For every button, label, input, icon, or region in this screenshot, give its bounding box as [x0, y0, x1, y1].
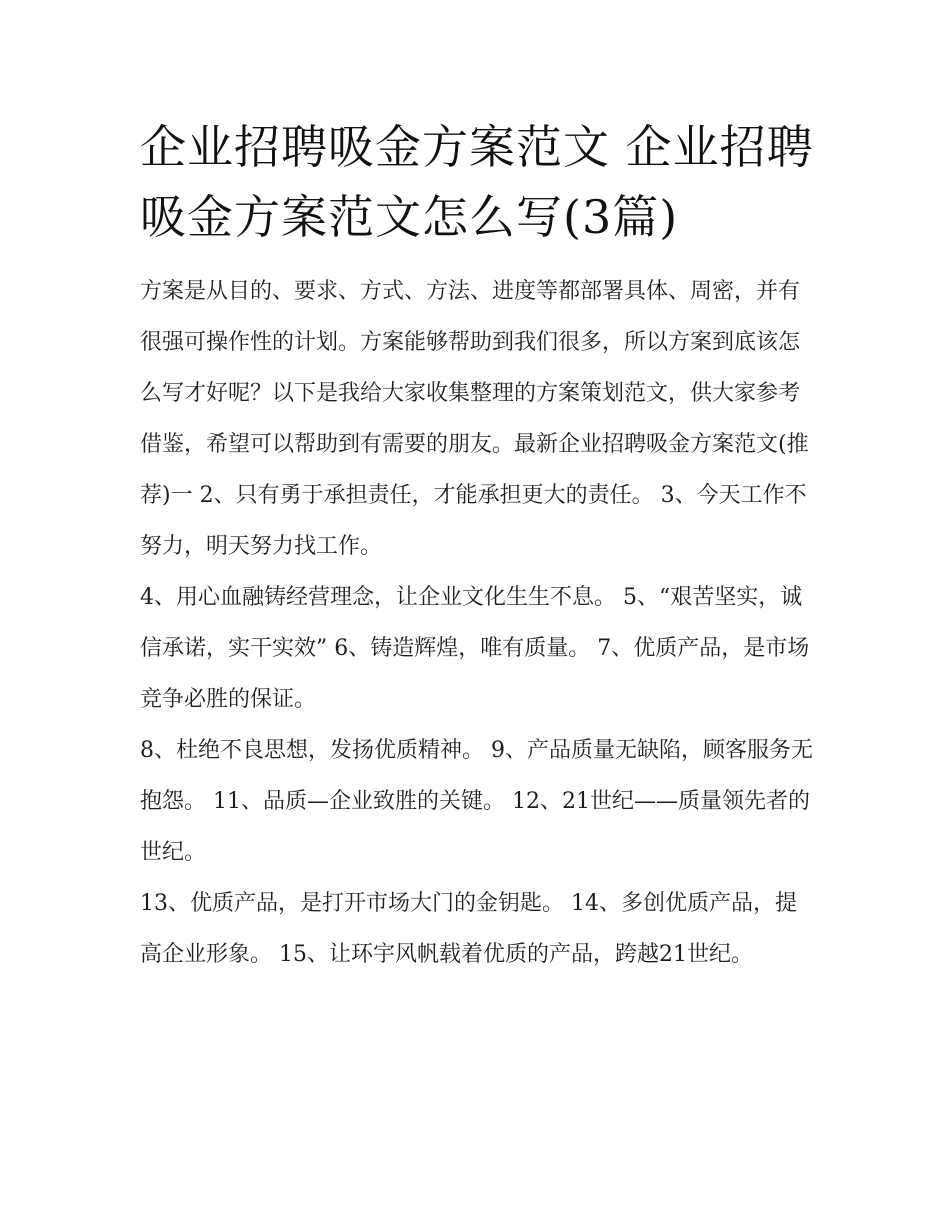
paragraph-slogans-4-7: 4、用心血融铸经营理念，让企业文化生生不息。 5、“艰苦坚实，诚信承诺，实干实效” 6、铸造辉煌，唯有质量。 7、优质产品，是市场竞争必胜的保证。: [140, 585, 810, 712]
paragraph-slogans-8-12: 8、杜绝不良思想，发扬优质精神。 9、产品质量无缺陷，顾客服务无抱怨。 11、品质—企业致胜的关键。 12、21世纪——质量领先者的世纪。: [140, 738, 813, 865]
paragraph-slogans-13-15: 13、优质产品，是打开市场大门的金钥匙。 14、多创优质产品，提高企业形象。 15、让环宇风帆载着优质的产品，跨越21世纪。: [140, 891, 797, 967]
paragraph-intro: 方案是从目的、要求、方式、方法、进度等都部署具体、周密，并有很强可操作性的计划。方案能够帮助到我们很多，所以方案到底该怎么写才好呢？以下是我给大家收集整理的方案策划范文，供大家参考借鉴，希望可以帮助到有需要的朋友。最新企业招聘吸金方案范文(推荐)一 2、只有勇于承担责任，才能承担更大的责任。 3、今天工作不努力，明天努力找工作。: [140, 279, 809, 559]
document-title: 企业招聘吸金方案范文 企业招聘吸金方案范文怎么写(3篇): [140, 120, 814, 244]
document-page: [140, 112, 816, 980]
